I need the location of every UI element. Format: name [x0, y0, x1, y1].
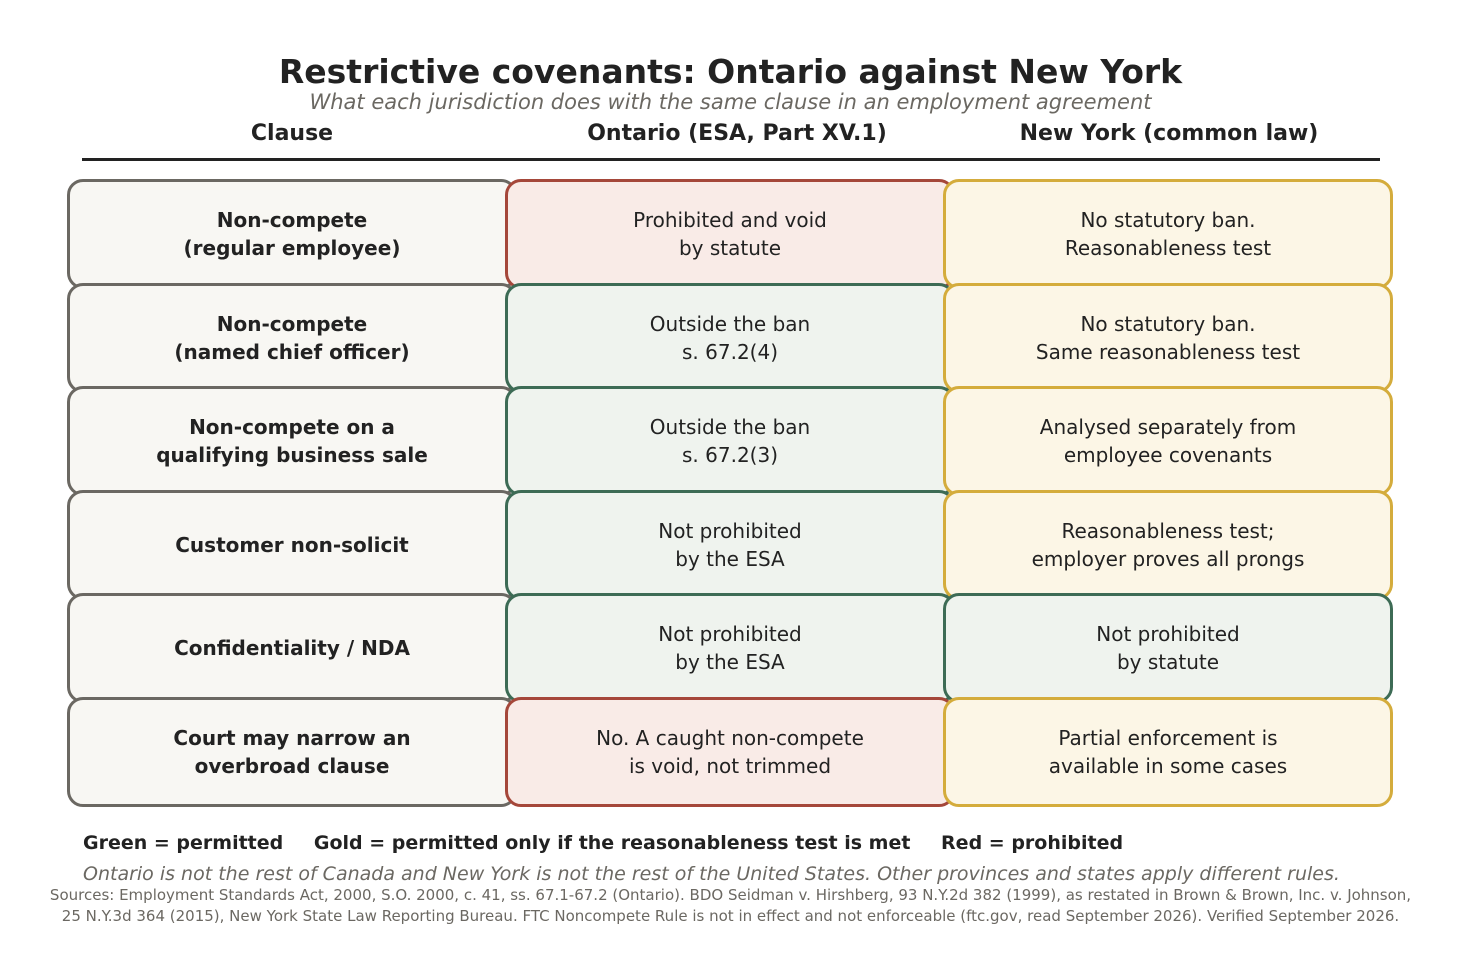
cell-text: Partial enforcement is available in some cases [1048, 726, 1288, 778]
row-2-new-york-cell [943, 283, 1393, 393]
cell-text: Prohibited and void by statute [633, 208, 827, 260]
legend [83, 832, 1147, 854]
cell-text: Analysed separately from employee covenants [1039, 415, 1297, 467]
sources-footnote: Sources: Employment Standards Act, 2000, S.O. 2000, c. 41, ss. 67.1-67.2 (Ontario). BDO Seidman v. Hirshberg, 93 N.Y.2d 382 (1999), as restated in Brown & Brown, Inc. v. Johnson, 25 N.Y.3d 364 (2015), New York State Law Reporting Bureau. FTC Noncompete Rule is not in effect and not enforceable (ftc.gov, read September 2026). Verified September 2026. [49, 886, 1412, 925]
cell-text: Customer non-solicit [175, 533, 409, 557]
page-subtitle: What each jurisdiction does with the same clause in an employment agreement [309, 90, 1152, 114]
row-6-clause-cell [67, 697, 517, 807]
page-title: Restrictive covenants: Ontario against New York [278, 52, 1183, 91]
row-2-clause-cell [67, 283, 517, 393]
row-6-new-york-cell [943, 697, 1393, 807]
cell-text: Non-compete (named chief officer) [174, 312, 410, 364]
cell-text: Court may narrow an overbroad clause [173, 726, 411, 778]
cell-text: Outside the ban s. 67.2(4) [649, 312, 811, 364]
row-3-clause-cell [67, 386, 517, 496]
row-3-new-york-cell [943, 386, 1393, 496]
row-2-ontario-cell [505, 283, 955, 393]
legend-gold: Gold = permitted only if the reasonableness test is met [313, 832, 911, 854]
cell-text: Non-compete (regular employee) [183, 208, 401, 260]
row-4-clause-cell [67, 490, 517, 600]
row-1-ontario-cell [505, 179, 955, 289]
legend-green: Green = permitted [83, 832, 284, 854]
scope-note: Ontario is not the rest of Canada and New York is not the rest of the United States. Other provinces and states apply different rules. [83, 863, 1340, 885]
cell-text: Non-compete on a qualifying business sale [156, 415, 428, 467]
cell-text: No statutory ban. Reasonableness test [1064, 208, 1272, 260]
row-5-ontario-cell [505, 593, 955, 703]
row-6-ontario-cell [505, 697, 955, 807]
row-5-new-york-cell [943, 593, 1393, 703]
cell-text: Reasonableness test; employer proves all prongs [1031, 519, 1305, 571]
legend-red: Red = prohibited [941, 832, 1124, 854]
cell-text: Not prohibited by the ESA [658, 622, 802, 674]
cell-text: Not prohibited by the ESA [658, 519, 802, 571]
column-header-new-york: New York (common law) [1019, 121, 1319, 146]
row-3-ontario-cell [505, 386, 955, 496]
header-divider [82, 158, 1380, 161]
cell-text: Not prohibited by statute [1096, 622, 1240, 674]
cell-text: No. A caught non-compete is void, not trimmed [596, 726, 864, 778]
column-header-clause: Clause [250, 121, 334, 146]
row-5-clause-cell [67, 593, 517, 703]
row-1-clause-cell [67, 179, 517, 289]
cell-text: Confidentiality / NDA [174, 636, 410, 660]
cell-text: No statutory ban. Same reasonableness test [1035, 312, 1301, 364]
cell-text: Outside the ban s. 67.2(3) [649, 415, 811, 467]
row-4-ontario-cell [505, 490, 955, 600]
column-header-ontario: Ontario (ESA, Part XV.1) [587, 121, 887, 146]
row-4-new-york-cell [943, 490, 1393, 600]
row-1-new-york-cell [943, 179, 1393, 289]
